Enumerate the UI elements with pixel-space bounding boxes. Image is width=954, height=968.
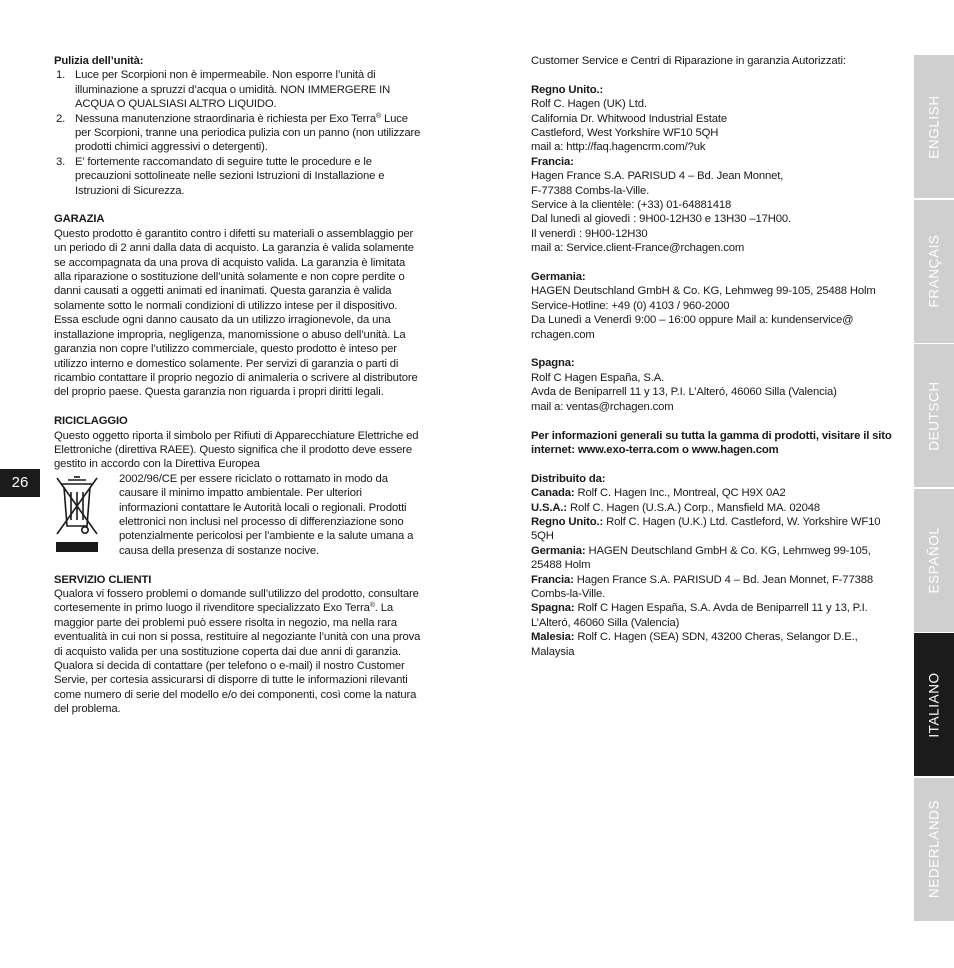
list-text: Luce per Scorpioni, tranne una periodica pulizia con un panno (non utilizzare prodotti chimici aggressivi o detergenti). — [75, 112, 421, 154]
customer-service-text: . La maggior parte dei problemi può essere risolta in negozio, ma nella rara eventualità in cui non si possa, restituire al negoziante l’unità con una prova di acquisto valida per una sostituzione coperta dai due anni di garanzia. Qualora si decida di contattare (per telefono o e-mail) il nostro Customer Servie, per cortesia assicurarsi di disporre di tutte le informazioni rilevanti come numero di serie del modello e/o dei componenti, così come la natura del problema. — [54, 602, 421, 716]
customer-service-text: Qualora vi fossero problemi o domande sull’utilizzo del prodotto, consultare cortesemente in primo luogo il rivenditore specializzato Exo Terra — [54, 587, 419, 615]
tab-label: FRANÇAIS — [926, 234, 942, 308]
distributor-label: Spagna: — [531, 602, 575, 615]
warranty-heading: GARAZIA — [54, 213, 105, 226]
tab-label: ENGLISH — [926, 94, 942, 159]
general-info: Per informazioni generali su tutta la gamma di prodotti, visitare il sito internet: www.exo-terra.com o www.hagen.com — [531, 429, 892, 456]
cleaning-heading: Pulizia dell’unità: — [54, 55, 144, 67]
distributor-entry — [531, 486, 903, 500]
list-item — [54, 112, 422, 155]
tab-english[interactable] — [914, 55, 954, 198]
list-text: E’ fortemente raccomandato di seguire tutte le procedure e le precauzioni sottolineate nelle sezioni Istruzioni di Installazione e Istruzioni di Sicurezza. — [75, 155, 385, 197]
distributor-text: Rolf C. Hagen (U.S.A.) Corp., Mansfield MA. 02048 — [566, 501, 821, 514]
tab-francais[interactable] — [914, 200, 954, 343]
right-column — [531, 54, 903, 659]
customer-service-heading: SERVIZIO CLIENTI — [54, 573, 152, 586]
distributor-text: Rolf C. Hagen (SEA) SDN, 43200 Cheras, Selangor D.E., Malaysia — [531, 631, 858, 658]
spain-heading: Spagna: — [531, 357, 575, 370]
contact-line: mail a: ventas@rchagen.com — [531, 400, 674, 413]
distributor-label: Francia: — [531, 573, 574, 586]
tab-label: NEDERLANDS — [926, 799, 942, 899]
distributor-entry — [531, 501, 903, 515]
tab-espanol[interactable] — [914, 489, 954, 632]
list-text: Nessuna manutenzione straordinaria è richiesta per Exo Terra — [75, 112, 376, 125]
list-number: 1. — [56, 69, 66, 82]
address-line: Avda de Beniparrell 11 y 13, P.I. L’Alteró, 46060 Silla (Valencia) — [531, 386, 837, 399]
tab-italiano[interactable] — [914, 633, 954, 776]
address-line: Rolf C Hagen España, S.A. — [531, 371, 665, 384]
warranty-body: Questo prodotto è garantito contro i difetti su materiali o assemblaggio per un periodo di 2 anni dalla data di acquisto. La garanzia è valida solamente se accompagnata da una prova di acquisto valida. La garanzia è limitata alla riparazione o sostituzione dell’unità solamente e non copre perdite o danni causati a oggetti animati ed inanimati. Questa garanzia è valida solamente sotto le normali condizioni di utilizzo intese per il dispositivo. Essa esclude ogni danno causato da un utilizzo irragionevole, da una installazione impropria, negligenza, manomissione o abuso dell’unità. La garanzia non copre l’utilizzo commerciale, questo prodotto è inteso per utilizzo interno e domestico solamente. Per servizi di garanzia o parti di ricambio contattare il proprio negozio di animaleria o scrivere al distributore del proprio paese. Questa garanzia non riguarda i propri diritti legali. — [54, 227, 418, 399]
distributor-entry — [531, 601, 903, 630]
uk-heading: Regno Unito.: — [531, 83, 604, 96]
address-line: HAGEN Deutschland GmbH & Co. KG, Lehmweg 99-105, 25488 Holm — [531, 285, 876, 298]
tab-label: ESPAÑOL — [926, 526, 942, 594]
distributor-text: Hagen France S.A. PARISUD 4 – Bd. Jean Monnet, F-77388 Combs-la-Ville. — [531, 573, 873, 600]
distributor-entry — [531, 515, 903, 544]
left-column — [54, 54, 422, 717]
distributor-text: HAGEN Deutschland GmbH & Co. KG, Lehmweg 99-105, 25488 Holm — [531, 544, 871, 572]
distributor-label: Malesia: — [531, 631, 575, 644]
france-heading: Francia: — [531, 155, 574, 168]
distribution-heading: Distribuito da: — [531, 472, 606, 485]
distributor-label: Germania: — [531, 544, 586, 557]
weee-bin-icon — [55, 474, 99, 552]
tab-nederlands[interactable] — [914, 778, 954, 921]
contact-line: rchagen.com — [531, 328, 595, 341]
list-number: 3. — [56, 155, 66, 168]
recycling-block — [54, 472, 422, 558]
contact-line: Service à la clientèle: (+33) 01-64881418 — [531, 199, 732, 212]
contact-line: mail a: http://faq.hagencrm.com/?uk — [531, 141, 706, 154]
service-centers-intro: Customer Service e Centri di Riparazione in garanzia Autorizzati: — [531, 55, 846, 67]
recycling-heading: RICICLAGGIO — [54, 415, 128, 428]
distributor-entry — [531, 544, 903, 573]
distributor-entry — [531, 630, 903, 659]
hours-line: Il venerdì : 9H00-12H30 — [531, 227, 648, 240]
list-number: 2. — [56, 112, 66, 125]
address-line: F-77388 Combs-la-Ville. — [531, 184, 650, 197]
registered-mark: ® — [376, 112, 382, 120]
distributor-label: Regno Unito.: — [531, 515, 604, 528]
address-line: California Dr. Whitwood Industrial Estate — [531, 112, 728, 125]
recycling-body-side: 2002/96/CE per essere riciclato o rottamato in modo da causare il minimo impatto ambientale. Per ulteriori informazioni contattare le Autorità locali o regionali. Prodotti elettronici non inclusi nel processo di differenziazione sono potenzialmente pericolosi per l’ambiente e la salute umana a causa della presenza di sostanze nocive. — [119, 472, 414, 557]
tab-label: ITALIANO — [926, 671, 942, 738]
customer-service-body — [54, 587, 422, 717]
address-line: Hagen France S.A. PARISUD 4 – Bd. Jean Monnet, — [531, 170, 784, 183]
contact-line: mail a: Service.client-France@rchagen.com — [531, 242, 745, 255]
registered-mark: ® — [369, 602, 375, 610]
contact-line: Service-Hotline: +49 (0) 4103 / 960-2000 — [531, 299, 730, 312]
distributor-text: Rolf C Hagen España, S.A. Avda de Beniparrell 11 y 13, P.I. L’Alteró, 46060 Silla (Valencia) — [531, 602, 868, 629]
page-number: 26 — [0, 469, 40, 497]
distributor-text: Rolf C. Hagen Inc., Montreal, QC H9X 0A2 — [574, 487, 786, 500]
distributor-label: U.S.A.: — [531, 501, 567, 514]
language-tabs — [914, 55, 954, 922]
germany-heading: Germania: — [531, 271, 586, 284]
contact-line: Da Lunedì a Venerdì 9:00 – 16:00 oppure Mail a: kundenservice@ — [531, 314, 854, 327]
list-item — [54, 68, 422, 111]
recycling-body: Questo oggetto riporta il simbolo per Rifiuti di Apparecchiature Elettriche ed Elettroniche (direttiva RAEE). Questo significa che il prodotto deve essere gestito in accordo con la Direttiva Europea — [54, 429, 419, 471]
address-line: Castleford, West Yorkshire WF10 5QH — [531, 127, 719, 140]
distributor-entry — [531, 573, 903, 602]
tab-label: DEUTSCH — [926, 380, 942, 451]
distributor-label: Canada: — [531, 487, 575, 500]
list-text: Luce per Scorpioni non è impermeabile. Non esporre l’unità di illuminazione a spruzzi d’acqua o umidità. NON IMMERGERE IN ACQUA O QUALSIASI ALTRO LIQUIDO. — [75, 69, 391, 111]
cleaning-list — [54, 68, 422, 198]
address-line: Rolf C. Hagen (UK) Ltd. — [531, 98, 647, 111]
hours-line: Dal lunedì al giovedì : 9H00-12H30 e 13H30 –17H00. — [531, 213, 792, 226]
list-item — [54, 155, 422, 198]
distributor-text: Rolf C. Hagen (U.K.) Ltd. Castleford, W. Yorkshire WF10 5QH — [531, 515, 881, 543]
tab-deutsch[interactable] — [914, 344, 954, 487]
